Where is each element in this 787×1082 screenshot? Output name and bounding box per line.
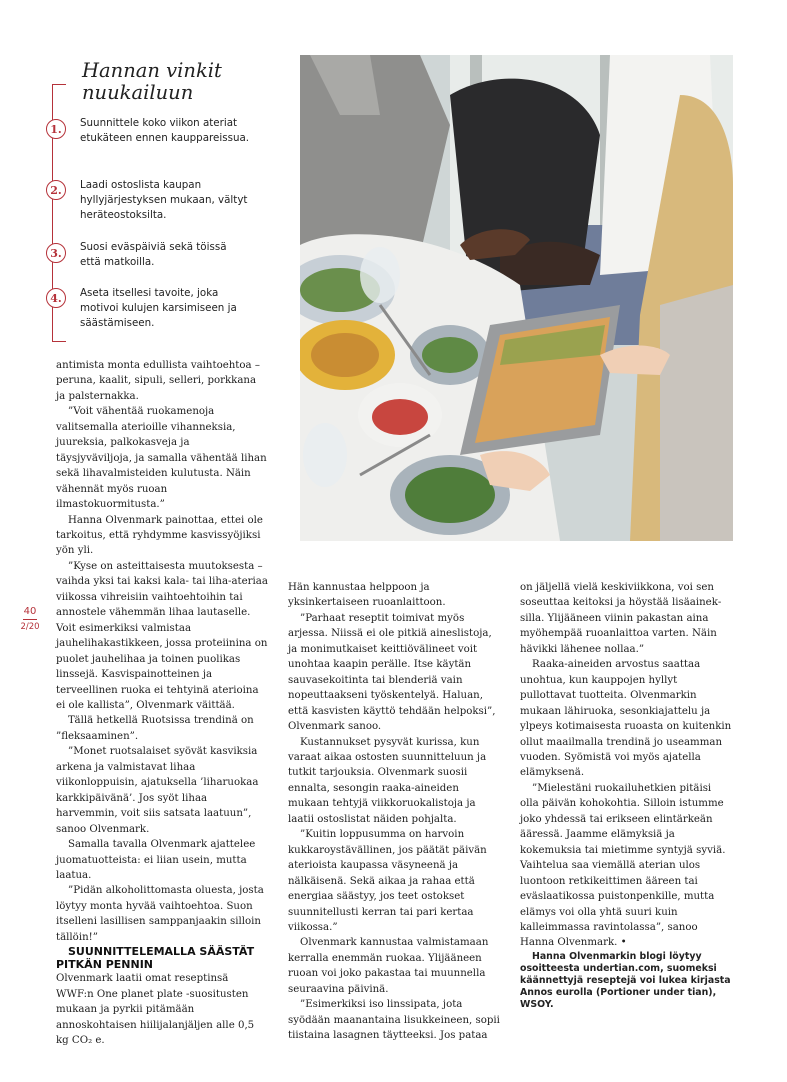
page-number-rule [23, 619, 37, 620]
col1-paragraph-2: ”Voit vähentää ruokamenoja valitsemalla aterioille vihanneksia, juureksia, palkokasveja ja täysjyväviljoja, ja samalla vähentää lihan sekä lihavalmisteiden kulutusta. Näin vähennät myös ruoan ilmastokuormitusta.” [56, 406, 267, 511]
tip-number-1: 1. [46, 119, 66, 139]
tip-text-4: Aseta itsellesi tavoite, joka motivoi kulujen karsimiseen ja säästämiseen. [80, 287, 237, 329]
col2-paragraph-2: ”Parhaat reseptit toimivat myös arjessa. Niissä ei ole pitkiä aineslistoja, ja monimutkaiset keittiövälineet voit unohtaa kaapin perälle. Itse käytän sauvasekoitinta tai blenderiä vain nopeuttaakseni työskentelyä. Haluan, että kasvisten käyttö tehdään helpoksi”, Olvenmark sanoo. [288, 612, 496, 733]
col1-paragraph-4: ”Kyse on asteittaisesta muutoksesta – vaihda yksi tai kaksi kala- tai liha-ateriaa viikossa vihreisiin vaihtoehtoihin tai annostele vähemmän lihaa lautaselle. Voit esimerkiksi valmistaa jauhelihakastikkeen, jossa proteiinina on puolet jauhelihaa ja toinen puolikas linssejä. Kasvispainotteinen ja terveellinen ruoka ei tehtyinä aterioina ei ole kallista”, Olvenmark väittää. [56, 560, 268, 711]
tip-number-3: 3. [46, 243, 66, 263]
col1-paragraph-9: Olvenmark laatii omat reseptinsä WWF:n One planet plate -suositusten mukaan ja pyrkii pitämään annoskohtaisen hiilijalanjäljen alle 0,5 kg CO₂ e. [56, 973, 255, 1047]
tip-text-2: Laadi ostoslista kaupan hyllyjärjestyksen mukaan, vältyt heräteostoksilta. [80, 179, 248, 221]
issue-number: 2/20 [20, 622, 40, 632]
col1-paragraph-5: Tällä hetkellä Ruotsissa trendinä on ”fleksaaminen”. [56, 715, 254, 742]
meal-photo [300, 55, 733, 541]
col2-paragraph-4: ”Kuitin loppusumma on harvoin kukkaroystävällinen, jos päätät päivän aterioista kaupassa väsyneenä ja nälkäisenä. Sekä aikaa ja rahaa että energiaa säästyy, jos teet ostokset suunnitellusti kerran tai pari kertaa viikossa.” [288, 829, 487, 933]
page-number-block [18, 606, 42, 632]
tip-text-3: Suosi eväspäiviä sekä töissä että matkoilla. [80, 241, 227, 268]
tips-title: Hannan vinkit nuukailuun [82, 59, 222, 104]
col2-paragraph-6: ”Esimerkiksi iso linssipata, jota syödään maanantaina lisukkeineen, sopii tiistaina lasagnen täytteeksi. Jos pataa [288, 999, 500, 1042]
col1-paragraph-7: Samalla tavalla Olvenmark ajattelee juomatuotteista: ei liian usein, mutta laatua. [56, 839, 256, 881]
article-column-1 [56, 358, 268, 1048]
col3-paragraph-3: ”Mielestäni ruokailuhetkien pitäisi olla päivän kohokohtia. Silloin istumme joko yhdessä tai erikseen elintärkeän ääressä. Jaamme elämyksiä ja kokemuksia tai mietimme syntyjä syviä. Vaihtelua saa viemällä aterian ulos luontoon retkikeittimen ääreen tai eväslaatikossa puistonpenkille, mutta elämys voi olla yhtä suuri kuin kalleimmassa ravintolassa”, sanoo Hanna Olvenmark. • [520, 782, 726, 949]
article-column-2 [288, 580, 502, 1044]
col3-paragraph-2: Raaka-aineiden arvostus saattaa unohtua, kun kauppojen hyllyt pullottavat tuotteita. Olvenmarkin mukaan lähiruoka, sesonkiajattelu ja ylpeys kotimaisesta ruoasta on kuitenkin ollut maailmalla trendinä jo useamman vuoden. Syömistä voi myös ajatella elämyksenä. [520, 659, 732, 779]
blog-credit: Hanna Olvenmarkin blogi löytyy osoitteesta undertian.com, suomeksi käännettyjä reseptejä voi lukea kirjasta Annos eurolla (Portioner under tian), WSOY. [520, 950, 731, 1010]
tip-text-1: Suunnittele koko viikon ateriat etukäteen ennen kauppareissua. [80, 117, 250, 144]
page-number: 40 [23, 606, 37, 617]
tip-number-2: 2. [46, 180, 66, 200]
col2-paragraph-5: Olvenmark kannustaa valmistamaan kerralla enemmän ruokaa. Ylijääneen ruoan voi joko pakastaa tai muunnella seuraavina päivinä. [288, 937, 489, 995]
col2-paragraph-1: Hän kannustaa helppoon ja yksinkertaiseen ruoanlaittoon. [288, 582, 446, 609]
col3-paragraph-1: on jäljellä vielä keskiviikkona, voi sen soseuttaa keitoksi ja höystää lisäaineksilla. Ylijääneen viinin pakastan aina myöhempää ruoanlaittoa varten. Näin hävikki lähenee nollaa.” [520, 582, 722, 655]
section-subheading: SUUNNITTELEMALLA SÄÄSTÄT PITKÄN PENNIN [56, 945, 255, 972]
col2-paragraph-3: Kustannukset pysyvät kurissa, kun varaat aikaa ostosten suunnitteluun ja tutkit tarjouksia. Olvenmark suosii ennalta, sesongin raaka-aineiden mukaan tehtyjä viikkoruokalistoja ja laatii ostoslistat näiden pohjalta. [288, 736, 487, 825]
article-column-3 [520, 580, 732, 1011]
col1-paragraph-8: ”Pidän alkoholittomasta oluesta, josta löytyy monta hyvää vaihtoehtoa. Suon itselleni lasillisen samppanjaakin silloin tällöin!” [56, 885, 264, 943]
tip-number-4: 4. [46, 288, 66, 308]
col1-paragraph-1: antimista monta edullista vaihtoehtoa – peruna, kaalit, sipuli, selleri, porkkana ja palsternakka. [56, 360, 260, 402]
col1-paragraph-6: ”Monet ruotsalaiset syövät kasviksia arkena ja valmistavat lihaa viikonloppuisin, ajatuksella ’liharuokaa karkkipäivänä’. Jos syöt lihaa harvemmin, voit siis satsata laatuun”, sanoo Olvenmark. [56, 746, 259, 835]
col1-paragraph-3: Hanna Olvenmark painottaa, ettei ole tarkoitus, että ryhdymme kasvissyöjiksi yön yli. [56, 514, 263, 557]
